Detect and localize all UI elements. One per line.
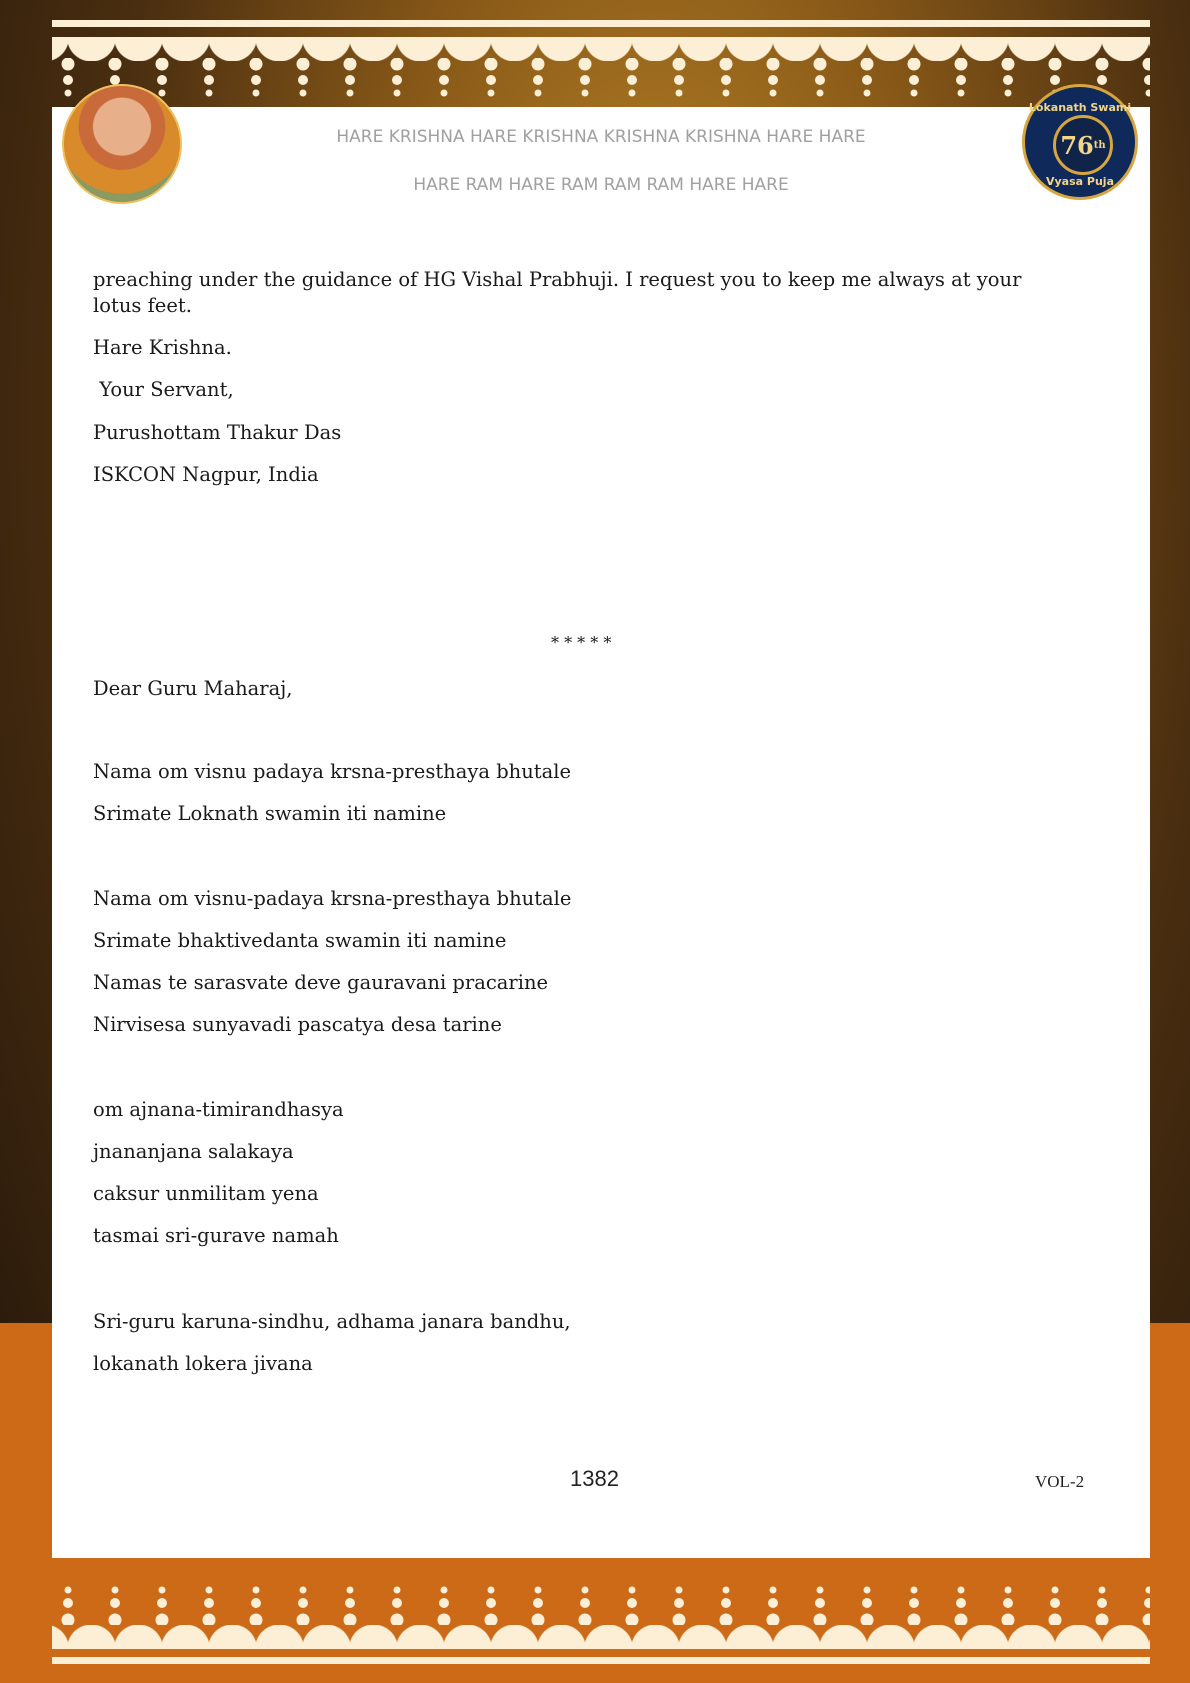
- garland-dot: [1050, 75, 1060, 85]
- top-border-bar: [52, 20, 1150, 27]
- garland-dot: [723, 90, 730, 97]
- garland-dot: [1052, 1587, 1059, 1594]
- garland-dot: [63, 1598, 73, 1608]
- garland-dot: [580, 75, 590, 85]
- verse-line: Srimate Loknath swamin iti namine: [93, 802, 447, 825]
- garland-dot: [344, 58, 357, 71]
- garland-dot: [159, 1587, 166, 1594]
- garland-dot: [911, 90, 918, 97]
- garland-dot: [814, 58, 827, 71]
- garland-dot: [62, 1614, 75, 1626]
- bottom-dot-garland: [52, 1580, 1150, 1625]
- garland-dot: [438, 58, 451, 71]
- garland-dot: [1099, 1587, 1106, 1594]
- garland-dot: [674, 75, 684, 85]
- garland-dot: [203, 1614, 216, 1626]
- garland-dot: [250, 58, 263, 71]
- garland-dot: [1096, 58, 1109, 71]
- verse-line: Nama om visnu-padaya krsna-presthaya bhutale: [93, 887, 572, 910]
- volume-label: VOL-2: [1035, 1472, 1085, 1491]
- garland-dot: [864, 90, 871, 97]
- body-line: Your Servant,: [93, 378, 234, 401]
- garland-dot: [439, 1598, 449, 1608]
- body-line: Hare Krishna.: [93, 336, 232, 359]
- garland-dot: [251, 75, 261, 85]
- garland-dot: [65, 90, 72, 97]
- garland-dot: [815, 1598, 825, 1608]
- garland-dot: [627, 75, 637, 85]
- garland-dot: [911, 1587, 918, 1594]
- garland-dot: [770, 1587, 777, 1594]
- garland-dot: [908, 58, 921, 71]
- garland-dot: [535, 1587, 542, 1594]
- garland-dot: [723, 1587, 730, 1594]
- garland-dot: [814, 1614, 827, 1626]
- garland-dot: [1002, 58, 1015, 71]
- garland-dot: [157, 1598, 167, 1608]
- garland-dot: [533, 75, 543, 85]
- verse-line: tasmai sri-gurave namah: [93, 1224, 339, 1247]
- garland-dot: [300, 90, 307, 97]
- garland-dot: [955, 1614, 968, 1626]
- garland-dot: [673, 58, 686, 71]
- garland-dot: [1144, 75, 1150, 85]
- garland-dot: [909, 1598, 919, 1608]
- garland-dot: [582, 1587, 589, 1594]
- garland-dot: [861, 1614, 874, 1626]
- garland-dot: [391, 1614, 404, 1626]
- verse-line: Nama om visnu padaya krsna-presthaya bhutale: [93, 760, 572, 783]
- garland-dot: [768, 1598, 778, 1608]
- garland-dot: [391, 58, 404, 71]
- garland-dot: [439, 75, 449, 85]
- garland-dot: [1005, 1587, 1012, 1594]
- garland-dot: [579, 58, 592, 71]
- bottom-border-bar: [52, 1657, 1150, 1664]
- garland-dot: [909, 75, 919, 85]
- garland-dot: [956, 75, 966, 85]
- garland-dot: [65, 1587, 72, 1594]
- garland-dot: [250, 1614, 263, 1626]
- garland-dot: [673, 1614, 686, 1626]
- garland-dot: [251, 1598, 261, 1608]
- garland-dot: [344, 1614, 357, 1626]
- bottom-scallop-border: [52, 1625, 1150, 1649]
- top-dot-garland: [52, 58, 1150, 103]
- garland-dot: [206, 90, 213, 97]
- garland-dot: [1143, 1614, 1151, 1626]
- verse-line: jnananjana salakaya: [93, 1140, 294, 1163]
- garland-dot: [157, 75, 167, 85]
- garland-dot: [345, 1598, 355, 1608]
- garland-dot: [862, 1598, 872, 1608]
- garland-dot: [347, 90, 354, 97]
- garland-dot: [721, 1598, 731, 1608]
- verse-line: om ajnana-timirandhasya: [93, 1098, 344, 1121]
- garland-dot: [817, 1587, 824, 1594]
- garland-dot: [438, 1614, 451, 1626]
- garland-dot: [206, 1587, 213, 1594]
- garland-dot: [720, 1614, 733, 1626]
- garland-dot: [676, 1587, 683, 1594]
- garland-dot: [297, 58, 310, 71]
- garland-dot: [394, 1587, 401, 1594]
- garland-dot: [582, 90, 589, 97]
- garland-dot: [721, 75, 731, 85]
- garland-dot: [298, 1598, 308, 1608]
- garland-dot: [1003, 75, 1013, 85]
- garland-dot: [1096, 1614, 1109, 1626]
- verse-line: Srimate bhaktivedanta swamin iti namine: [93, 929, 507, 952]
- garland-dot: [815, 75, 825, 85]
- garland-dot: [297, 1614, 310, 1626]
- garland-dot: [203, 58, 216, 71]
- garland-dot: [535, 90, 542, 97]
- garland-dot: [300, 1587, 307, 1594]
- garland-dot: [1097, 75, 1107, 85]
- garland-dot: [441, 1587, 448, 1594]
- garland-dot: [956, 1598, 966, 1608]
- garland-dot: [485, 58, 498, 71]
- garland-dot: [204, 1598, 214, 1608]
- signature-location: ISKCON Nagpur, India: [93, 463, 319, 486]
- garland-dot: [626, 58, 639, 71]
- garland-dot: [908, 1614, 921, 1626]
- garland-dot: [347, 1587, 354, 1594]
- garland-dot: [580, 1598, 590, 1608]
- garland-dot: [720, 58, 733, 71]
- garland-dot: [533, 1598, 543, 1608]
- garland-dot: [392, 1598, 402, 1608]
- garland-dot: [1097, 1598, 1107, 1608]
- garland-dot: [1146, 90, 1151, 97]
- garland-dot: [392, 75, 402, 85]
- garland-dot: [441, 90, 448, 97]
- garland-dot: [1143, 58, 1151, 71]
- badge-top-text: Lokanath Swami: [1028, 101, 1132, 114]
- garland-dot: [109, 1614, 122, 1626]
- signature-name: Purushottam Thakur Das: [93, 421, 342, 444]
- garland-dot: [674, 1598, 684, 1608]
- garland-dot: [1050, 1598, 1060, 1608]
- garland-dot: [767, 1614, 780, 1626]
- garland-dot: [1002, 1614, 1015, 1626]
- mantra-line-1: HARE KRISHNA HARE KRISHNA KRISHNA KRISHNA HARE HARE: [336, 127, 866, 147]
- garland-dot: [486, 75, 496, 85]
- garland-dot: [955, 58, 968, 71]
- verse-line: Nirvisesa sunyavadi pascatya desa tarine: [93, 1013, 502, 1036]
- garland-dot: [770, 90, 777, 97]
- mantra-line-2: HARE RAM HARE RAM RAM RAM HARE HARE: [413, 175, 789, 195]
- garland-dot: [862, 75, 872, 85]
- garland-dot: [1049, 1614, 1062, 1626]
- garland-dot: [394, 90, 401, 97]
- garland-dot: [1003, 1598, 1013, 1608]
- garland-dot: [626, 1614, 639, 1626]
- garland-dot: [110, 1598, 120, 1608]
- garland-dot: [485, 1614, 498, 1626]
- garland-dot: [488, 1587, 495, 1594]
- garland-dot: [486, 1598, 496, 1608]
- body-line: preaching under the guidance of HG Vishal Prabhuji. I request you to keep me always at your: [93, 268, 1022, 291]
- garland-dot: [579, 1614, 592, 1626]
- garland-dot: [861, 58, 874, 71]
- verse-line: Namas te sarasvate deve gauravani pracarine: [93, 971, 549, 994]
- garland-dot: [1049, 58, 1062, 71]
- verse-line: caksur unmilitam yena: [93, 1182, 319, 1205]
- badge-number: 76 th: [1053, 115, 1113, 175]
- garland-dot: [958, 90, 965, 97]
- garland-dot: [817, 90, 824, 97]
- garland-dot: [253, 1587, 260, 1594]
- garland-dot: [532, 1614, 545, 1626]
- section-separator: * * * * *: [551, 633, 612, 652]
- garland-dot: [627, 1598, 637, 1608]
- garland-dot: [1005, 90, 1012, 97]
- garland-dot: [62, 58, 75, 71]
- body-line: lotus feet.: [93, 294, 192, 317]
- garland-dot: [156, 1614, 169, 1626]
- garland-dot: [629, 90, 636, 97]
- garland-dot: [958, 1587, 965, 1594]
- badge-bottom-text: Vyasa Puja: [1046, 175, 1114, 188]
- garland-dot: [767, 58, 780, 71]
- garland-dot: [112, 1587, 119, 1594]
- garland-dot: [532, 58, 545, 71]
- garland-dot: [298, 75, 308, 85]
- garland-dot: [109, 58, 122, 71]
- garland-dot: [156, 58, 169, 71]
- garland-dot: [345, 75, 355, 85]
- page-panel: [52, 107, 1150, 1558]
- garland-dot: [768, 75, 778, 85]
- garland-dot: [159, 90, 166, 97]
- page-number: 1382: [570, 1466, 619, 1491]
- garland-dot: [204, 75, 214, 85]
- garland-dot: [629, 1587, 636, 1594]
- garland-dot: [676, 90, 683, 97]
- garland-dot: [63, 75, 73, 85]
- garland-dot: [253, 90, 260, 97]
- verse-line: Sri-guru karuna-sindhu, adhama janara bandhu,: [93, 1310, 571, 1333]
- garland-dot: [488, 90, 495, 97]
- garland-dot: [864, 1587, 871, 1594]
- garland-dot: [1146, 1587, 1151, 1594]
- verse-line: lokanath lokera jivana: [93, 1352, 313, 1375]
- salutation: Dear Guru Maharaj,: [93, 677, 293, 700]
- garland-dot: [1144, 1598, 1150, 1608]
